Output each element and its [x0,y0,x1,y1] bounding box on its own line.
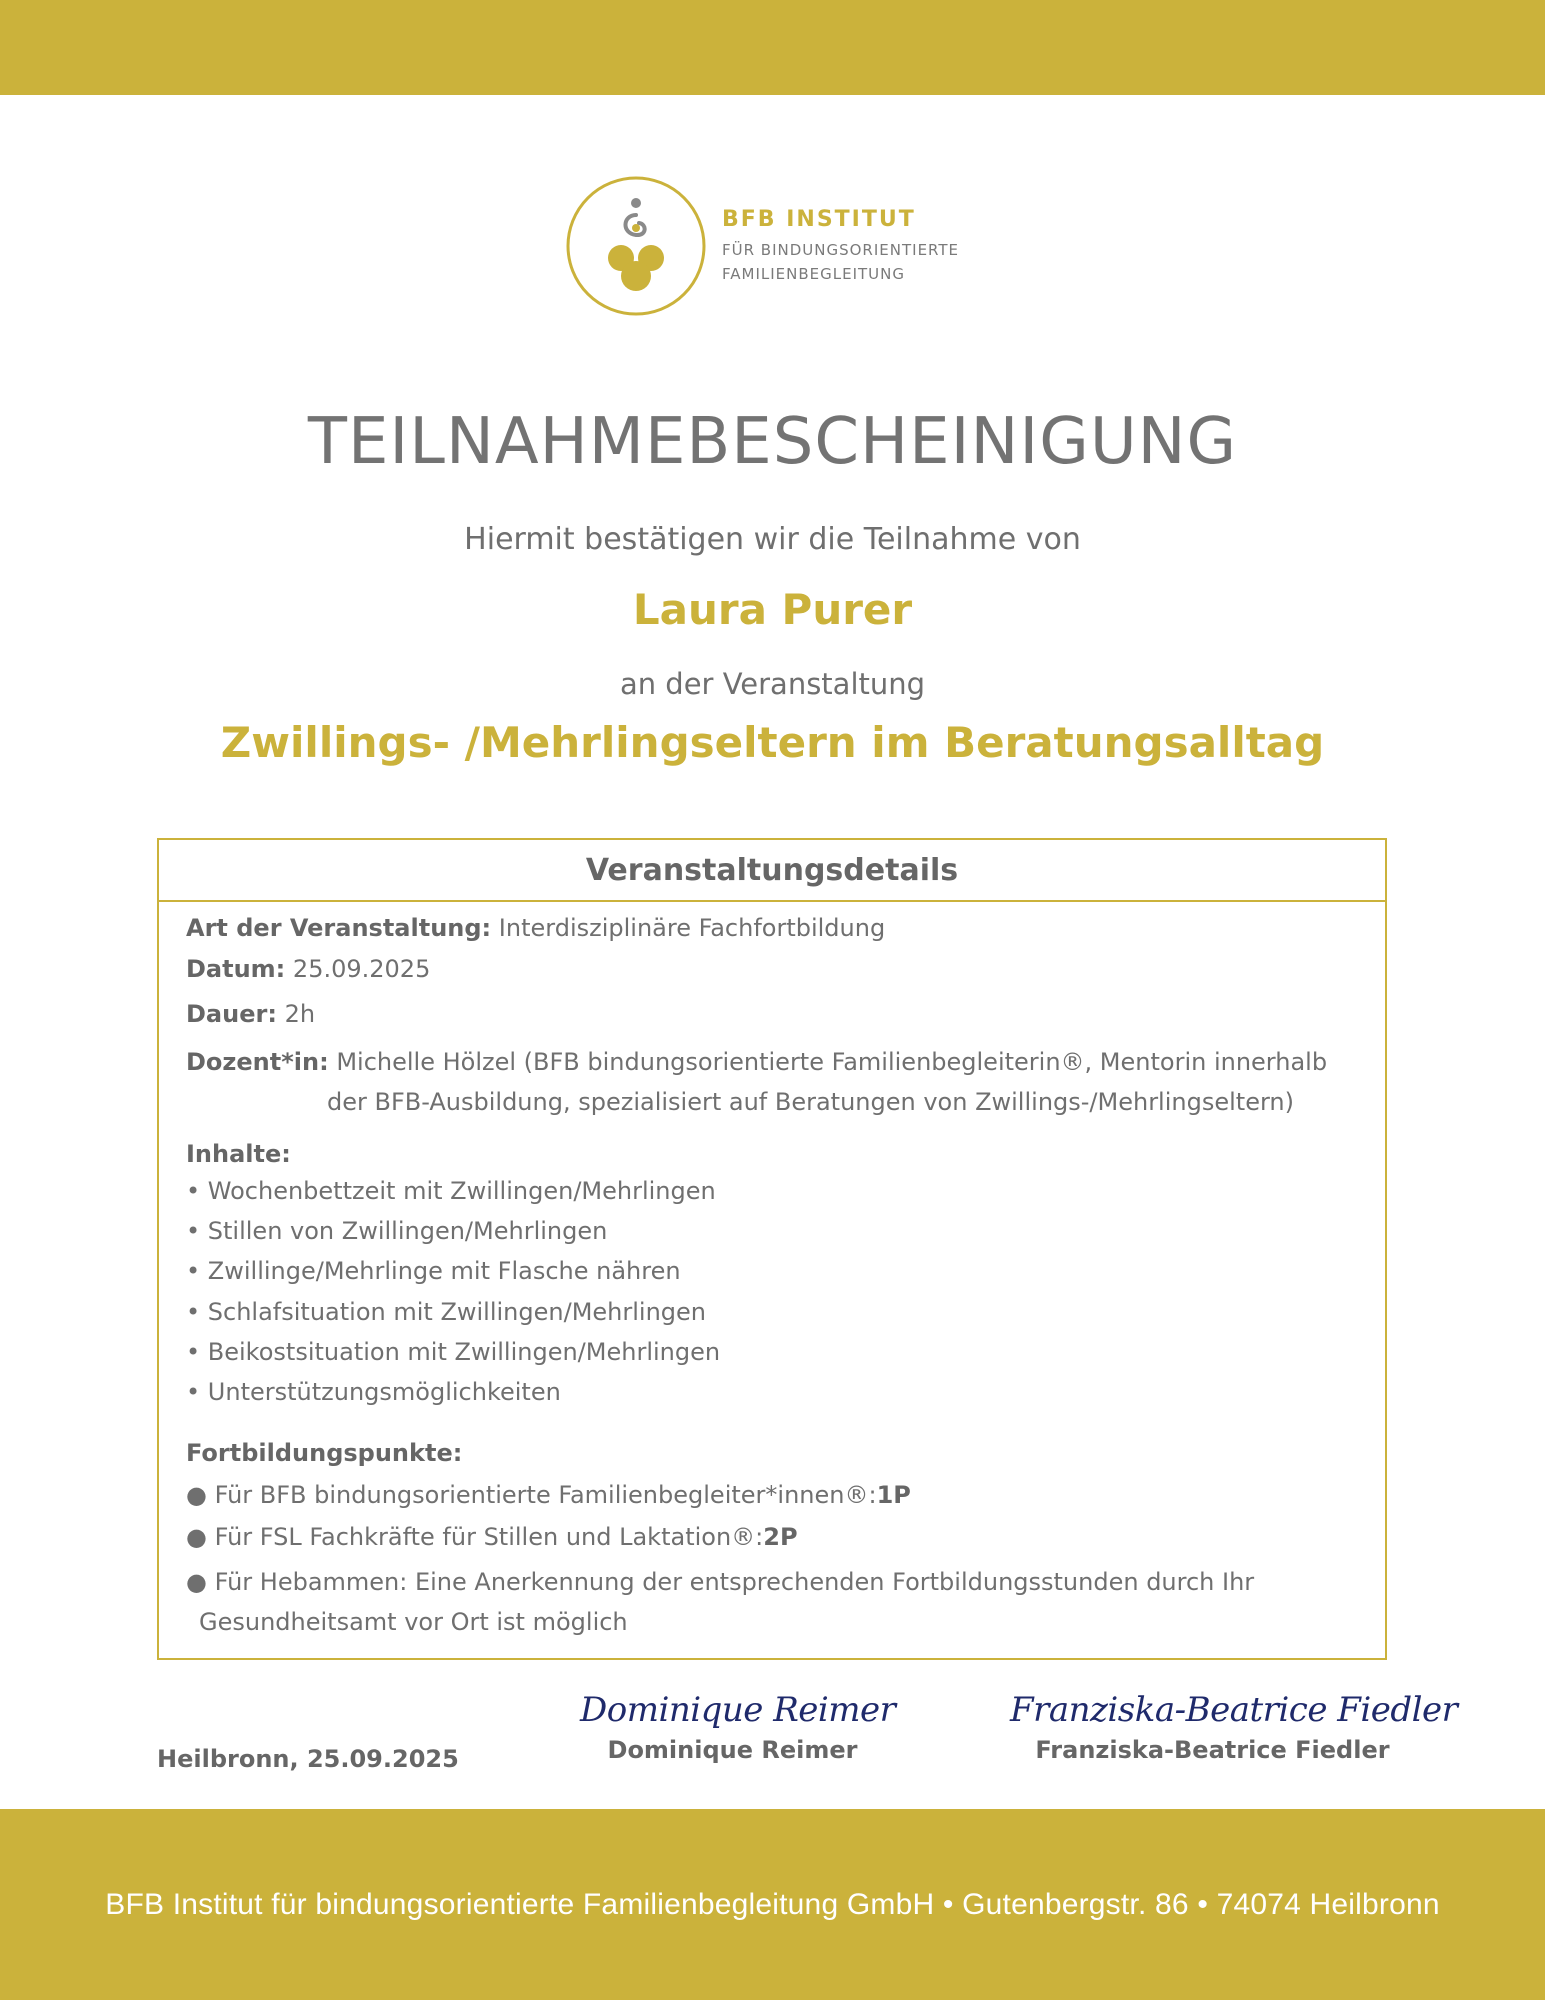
lecturer-value-line2: der BFB-Ausbildung, spezialisiert auf Beratungen von Zwillings-/Mehrlingseltern) [327,1088,1294,1116]
date-row [186,955,430,983]
signature-block-1 [580,1690,896,1764]
points-item [186,1481,911,1509]
event-details-box [157,838,1387,1660]
details-header: Veranstaltungsdetails [159,840,1385,902]
logo-emblem-icon [565,175,707,317]
document-title: TEILNAHMEBESCHEINIGUNG [307,405,1238,479]
points-item [186,1523,798,1551]
intro-text: Hiermit bestätigen wir die Teilnahme von [464,522,1081,557]
lecturer-value-line1: Michelle Hölzel (BFB bindungsorientierte Familienbegleiterin®, Mentorin innerhalb [336,1048,1328,1076]
points-item-value: 2P [763,1523,798,1551]
place-date: Heilbronn, 25.09.2025 [157,1745,459,1773]
event-type-label: Art der Veranstaltung: [186,914,492,942]
content-item: • Unterstützungsmöglichkeiten [186,1378,561,1406]
duration-row [186,1000,315,1028]
date-value: 25.09.2025 [292,955,431,983]
signature-1-script: Dominique Reimer [580,1690,896,1730]
points-item-value: 1P [876,1481,911,1509]
event-intro-text: an der Veranstaltung [619,667,926,701]
event-type-row [186,914,885,942]
participant-name: Laura Purer [632,585,913,634]
points-label: Fortbildungspunkte: [186,1439,463,1467]
logo-subtitle-line2: FAMILIENBEGLEITUNG [722,264,905,283]
content-item: • Stillen von Zwillingen/Mehrlingen [186,1217,608,1245]
midwife-note-line1: ● Für Hebammen: Eine Anerkennung der entsprechenden Fortbildungsstunden durch Ihr [186,1568,1255,1596]
signature-2-script: Franziska-Beatrice Fiedler [1010,1690,1458,1730]
signature-block-2 [1010,1690,1458,1764]
lecturer-label: Dozent*in: [186,1048,329,1076]
lecturer-row [186,1048,1327,1076]
duration-label: Dauer: [186,1000,277,1028]
points-item-text: ● Für BFB bindungsorientierte Familienbegleiter*innen®: [186,1481,877,1509]
signature-1-name: Dominique Reimer [607,1736,858,1764]
contents-label: Inhalte: [186,1140,291,1168]
content-item: • Zwillinge/Mehrlinge mit Flasche nähren [186,1257,681,1285]
content-item: • Beikostsituation mit Zwillingen/Mehrlingen [186,1338,721,1366]
top-banner [0,0,1545,95]
signature-2-name: Franziska-Beatrice Fiedler [1035,1736,1390,1764]
date-label: Datum: [186,955,286,983]
institute-logo [565,175,959,317]
duration-value: 2h [284,1000,316,1028]
logo-title: BFB INSTITUT [722,206,916,232]
event-title: Zwillings- /Mehrlingseltern im Beratungsalltag [220,718,1325,767]
event-type-value: Interdisziplinäre Fachfortbildung [498,914,886,942]
points-item-text: ● Für FSL Fachkräfte für Stillen und Laktation®: [186,1523,764,1551]
midwife-note-line2: Gesundheitsamt vor Ort ist möglich [199,1608,628,1636]
footer-address: BFB Institut für bindungsorientierte Familienbegleitung GmbH • Gutenbergstr. 86 • 74074 Heilbronn [105,1887,1440,1921]
content-item: • Wochenbettzeit mit Zwillingen/Mehrlingen [186,1177,716,1205]
content-item: • Schlafsituation mit Zwillingen/Mehrlingen [186,1298,706,1326]
logo-subtitle-line1: FÜR BINDUNGSORIENTIERTE [722,240,960,259]
footer-banner [0,1809,1545,2000]
